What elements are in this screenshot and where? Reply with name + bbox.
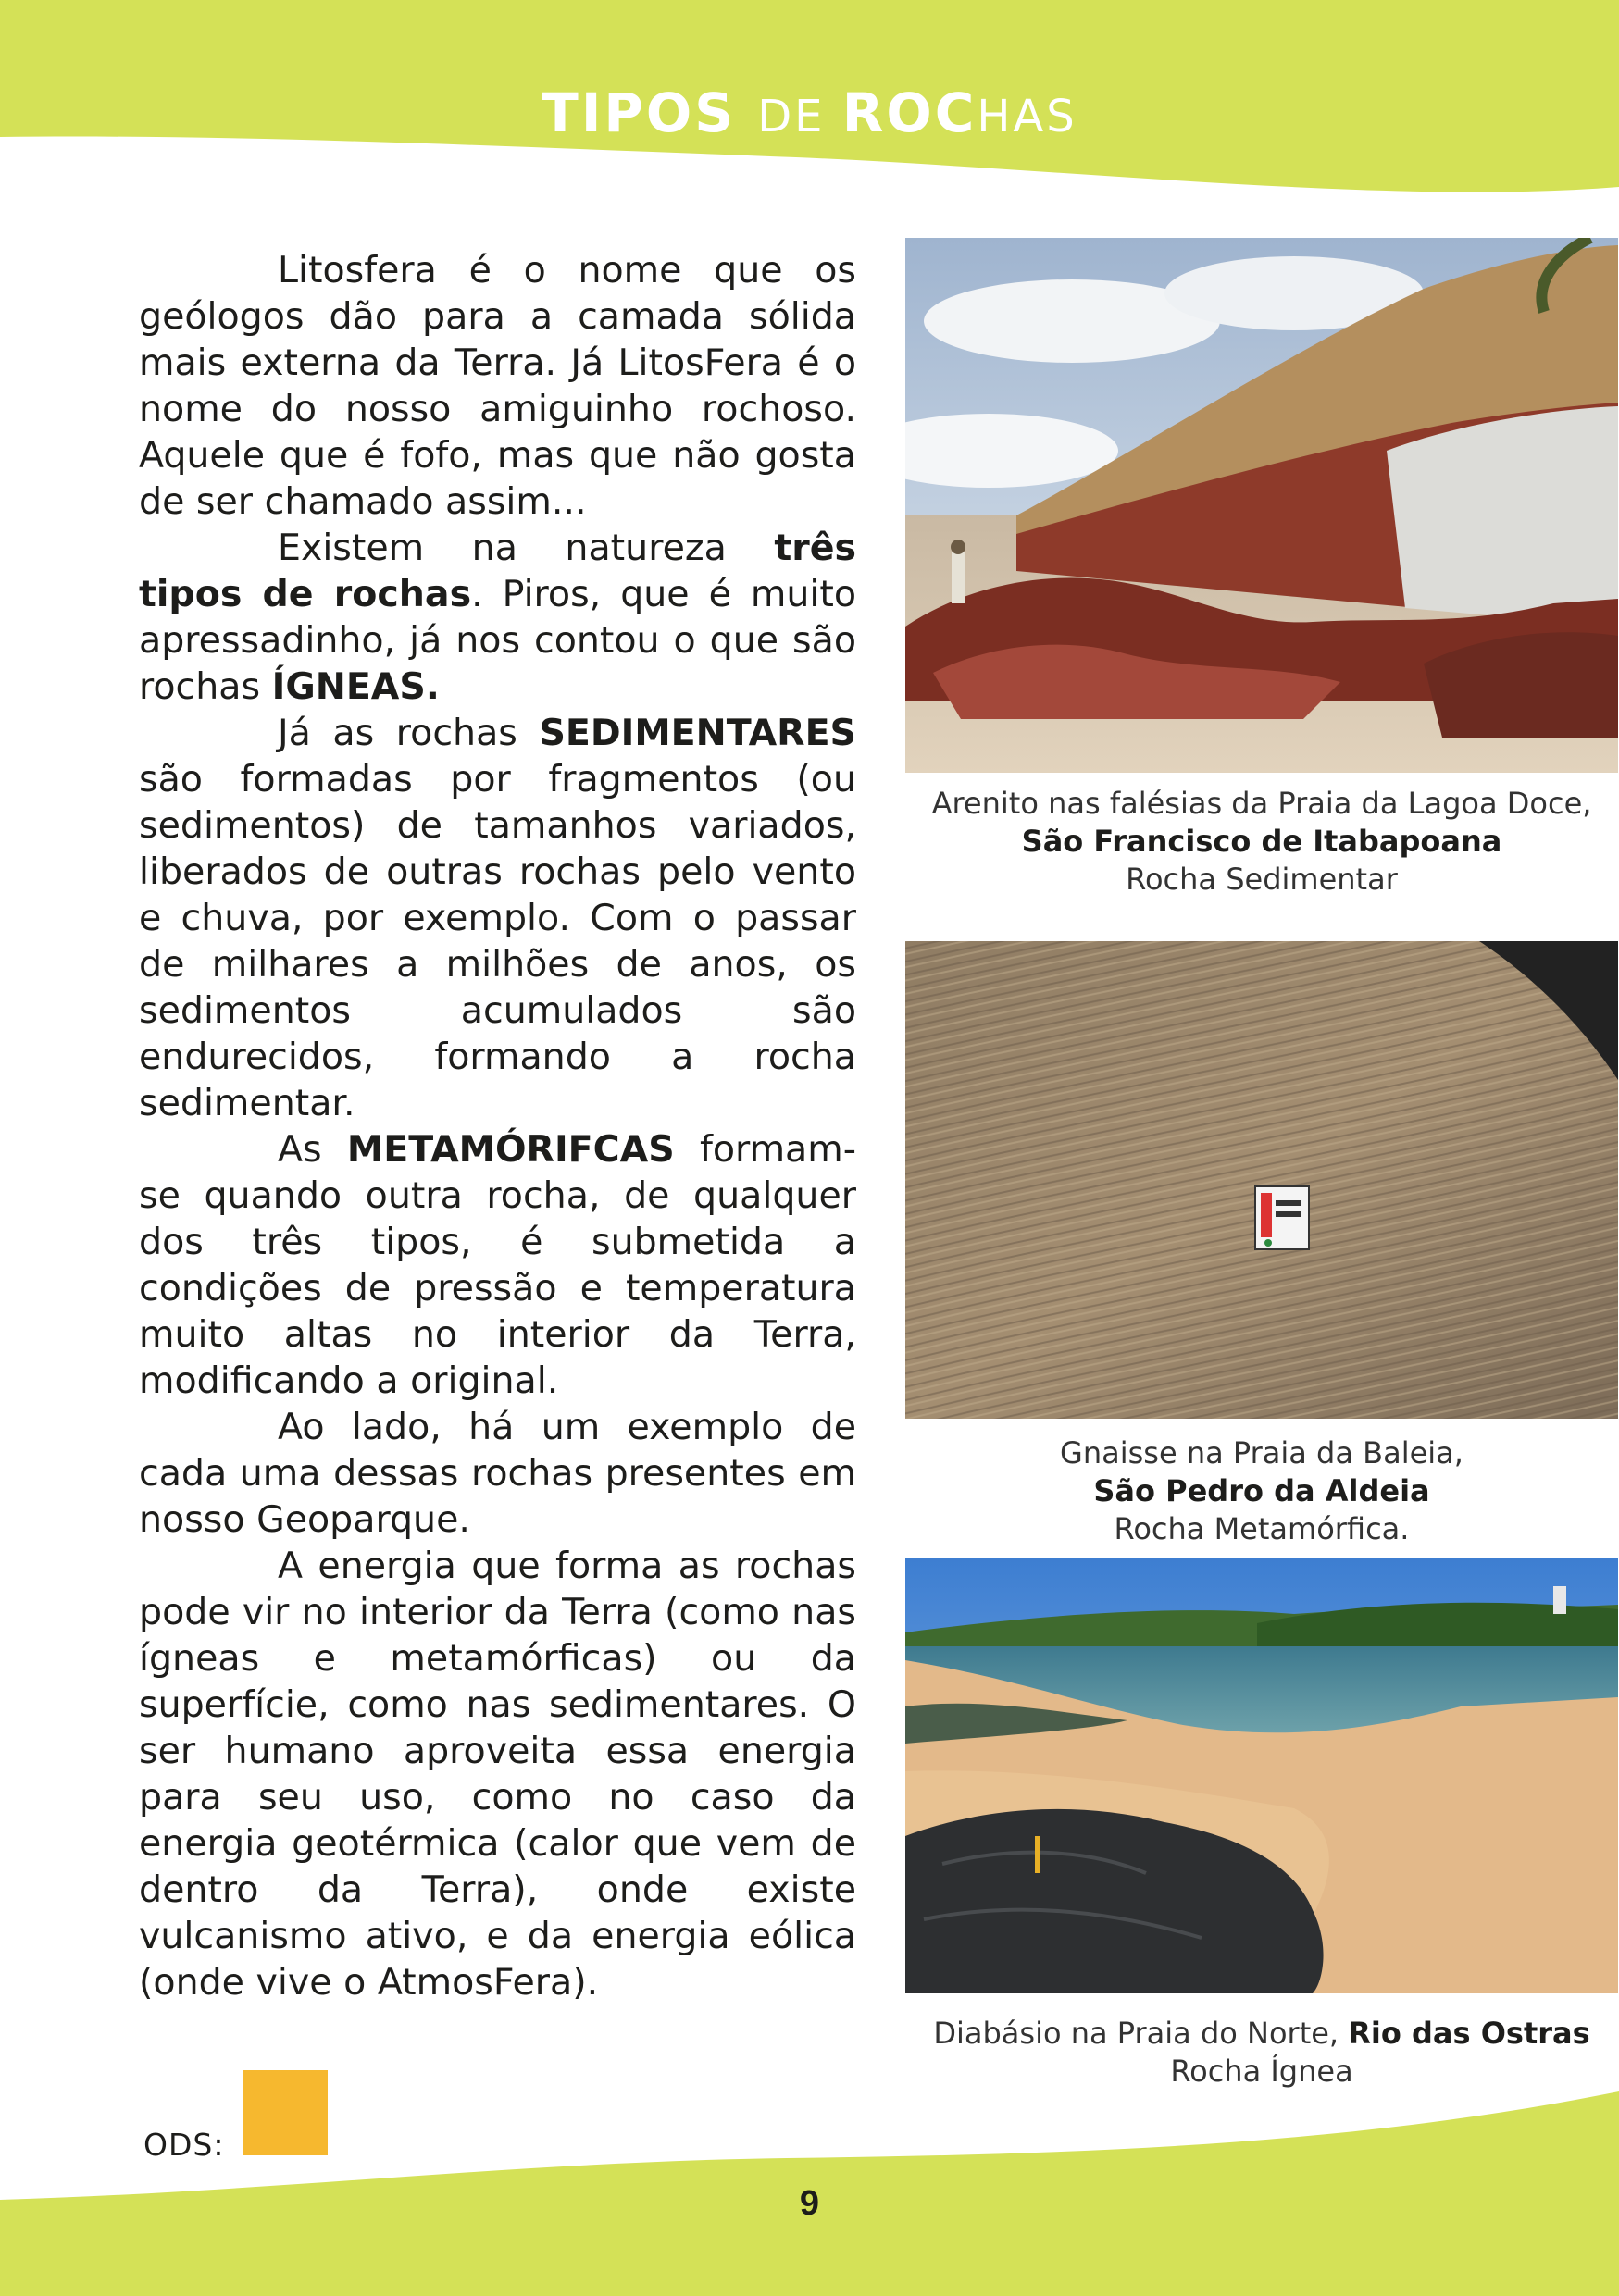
ods-icon <box>243 2070 328 2155</box>
caption-gnaisse: Gnaisse na Praia da Baleia, São Pedro da Aldeia Rocha Metamórfica. <box>1060 1435 1463 1546</box>
body-text <box>139 247 856 2005</box>
paragraph-sedimentares: Já as rochas SEDIMENTARES são formadas por fragmentos (ou sedimentos) de tamanhos variados, liberados de outras rochas pelo vento e chuva, por exemplo. Com o passar de milhares a milhões de anos, os sedimentos acumulados são endurecidos, formando a rocha sedimentar. <box>139 712 856 1124</box>
page-title: TIPOS DE ROCHAS <box>542 81 1077 144</box>
paragraph-tipos: Existem na natureza três tipos de rochas. Piros, que é muito apressadinho, já nos contou o que são rochas ÍGNEAS. <box>139 527 856 708</box>
caption-arenito: Arenito nas falésias da Praia da Lagoa Doce, São Francisco de Itabapoana Rocha Sedimentar <box>931 786 1592 897</box>
ods-label: ODS: <box>143 2127 225 2163</box>
paragraph-energia: A energia que forma as rochas pode vir no interior da Terra (como nas ígneas e metamórficas) ou da superfície, como nas sedimentares. O ser humano aproveita essa energia para seu uso, como no caso da energia geotérmica (calor que vem de dentro da Terra), onde existe vulcanismo ativo, e da energia eólica (onde vive o AtmosFera). <box>139 1545 856 2004</box>
paragraph-litosfera: Litosfera é o nome que os geólogos dão para a camada sólida mais externa da Terra. Já LitosFera é o nome do nosso amiguinho rochoso. Aquele que é fofo, mas que não gosta de ser chamado assim... <box>139 249 856 523</box>
caption-diabasio: Diabásio na Praia do Norte, Rio das Ostras Rocha Ígnea <box>933 2016 1590 2089</box>
paragraph-metamorficas: As METAMÓRIFCAS formam-se quando outra rocha, de qualquer dos três tipos, é submetida a condições de pressão e temperatura muito altas no interior da Terra, modificando a original. <box>139 1128 856 1402</box>
page-number: 9 <box>799 2184 820 2223</box>
photo-arenito <box>905 238 1618 773</box>
paragraph-exemplo: Ao lado, há um exemplo de cada uma dessas rochas presentes em nosso Geoparque. <box>139 1406 856 1541</box>
photo-diabasio <box>905 1558 1618 1993</box>
photo-gnaisse <box>905 941 1618 1419</box>
